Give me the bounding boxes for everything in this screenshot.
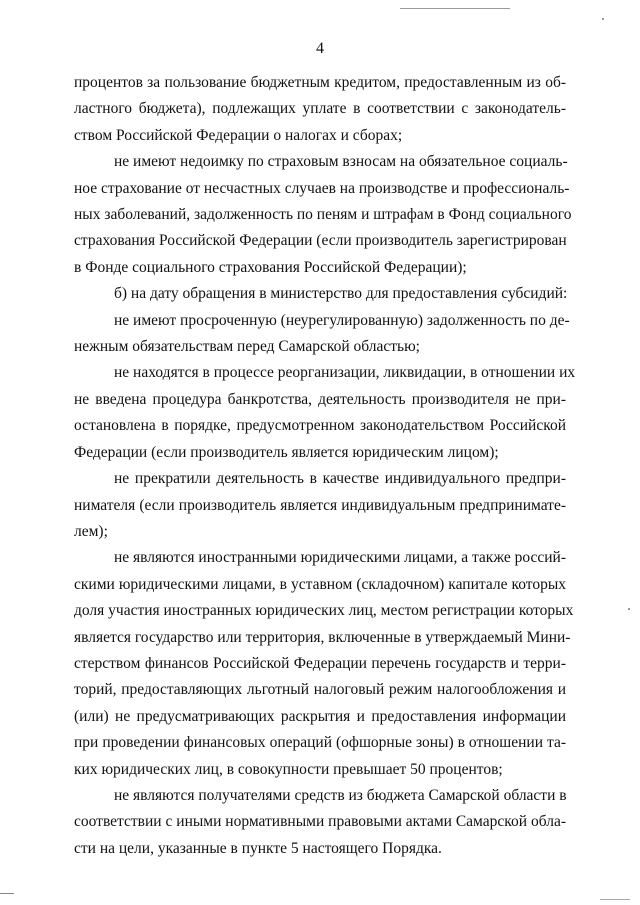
document-body	[74, 70, 576, 862]
paragraph-line: процентов за пользование бюджетным кредитом, предоставленным из об-	[74, 74, 566, 91]
paragraph-line: не введена процедура банкротства, деятельность производителя не при-	[74, 390, 566, 408]
paragraph-line: стерством финансов Российской Федерации перечень государств и терри-	[74, 654, 566, 672]
paragraph	[74, 466, 566, 545]
paragraph-line: ных заболеваний, задолженность по пеням и штрафам в Фонд социального	[74, 206, 572, 224]
paragraph	[74, 783, 566, 862]
scan-artifact-bottom-right	[600, 899, 630, 900]
paragraph	[74, 360, 576, 466]
scan-artifact-bottom-left	[0, 893, 14, 894]
paragraph-line: остановлена в порядке, предусмотренном законодательством Российской	[74, 417, 566, 435]
paragraph-line: ластного бюджета), подлежащих уплате в соответствии с законодатель-	[74, 100, 566, 118]
paragraph-line: не являются получателями средств из бюджета Самарской области в	[114, 786, 567, 804]
paragraph-line: является государство или территория, включенные в утверждаемый Мини-	[74, 628, 571, 646]
paragraph-line: доля участия иностранных юридических лиц, местом регистрации которых	[74, 602, 574, 620]
paragraph-line: ством Российской Федерации о налогах и сборах;	[74, 126, 403, 144]
scan-artifact-dot	[628, 608, 630, 610]
paragraph-line: (или) не предусматривающих раскрытия и предоставления информации	[74, 707, 566, 725]
page-number: 4	[316, 40, 324, 57]
paragraph-line: не имеют недоимку по страховым взносам на обязательное социаль-	[114, 153, 568, 171]
paragraph	[74, 70, 566, 149]
paragraph-line: б) на дату обращения в министерство для предоставления субсидий:	[114, 285, 568, 303]
paragraph	[74, 545, 574, 783]
paragraph-line: при проведении финансовых операций (офшорные зоны) в отношении та-	[74, 734, 566, 752]
paragraph-line: Федерации (если производитель является юридическим лицом);	[74, 443, 499, 461]
paragraph-line: не имеют просроченную (неурегулированную) задолженность по де-	[114, 311, 570, 329]
paragraph-line: соответствии с иными нормативными правовыми актами Самарской обла-	[74, 813, 566, 831]
paragraph-line: не находятся в процессе реорганизации, ликвидации, в отношении их	[114, 364, 576, 382]
paragraph-line: ное страхование от несчастных случаев на производстве и профессиональ-	[74, 179, 570, 197]
paragraph-line: лем);	[74, 522, 108, 540]
paragraph-line: скими юридическими лицами, в уставном (складочном) капитале которых	[74, 575, 566, 593]
paragraph-line: торий, предоставляющих льготный налоговый режим налогообложения и	[74, 681, 566, 699]
scan-artifact-top	[400, 8, 510, 9]
paragraph	[74, 281, 566, 307]
scan-artifact-dot	[602, 18, 604, 20]
paragraph-line: не являются иностранными юридическими лицами, а также россий-	[114, 549, 566, 567]
paragraph	[74, 308, 570, 361]
paragraph-line: не прекратили деятельность в качестве индивидуального предпри-	[114, 470, 566, 488]
paragraph-line: нимателя (если производитель является индивидуальным предпринимате-	[74, 496, 566, 514]
paragraph-line: нежным обязательствам перед Самарской областью;	[74, 338, 420, 356]
paragraph-line: страхования Российской Федерации (если производитель зарегистрирован	[74, 232, 567, 250]
paragraph-line: сти на цели, указанные в пункте 5 настоящего Порядка.	[74, 839, 442, 857]
paragraph-line: в Фонде социального страхования Российской Федерации);	[74, 258, 467, 276]
paragraph	[74, 149, 572, 281]
paragraph-line: ких юридических лиц, в совокупности превышает 50 процентов;	[74, 760, 503, 778]
